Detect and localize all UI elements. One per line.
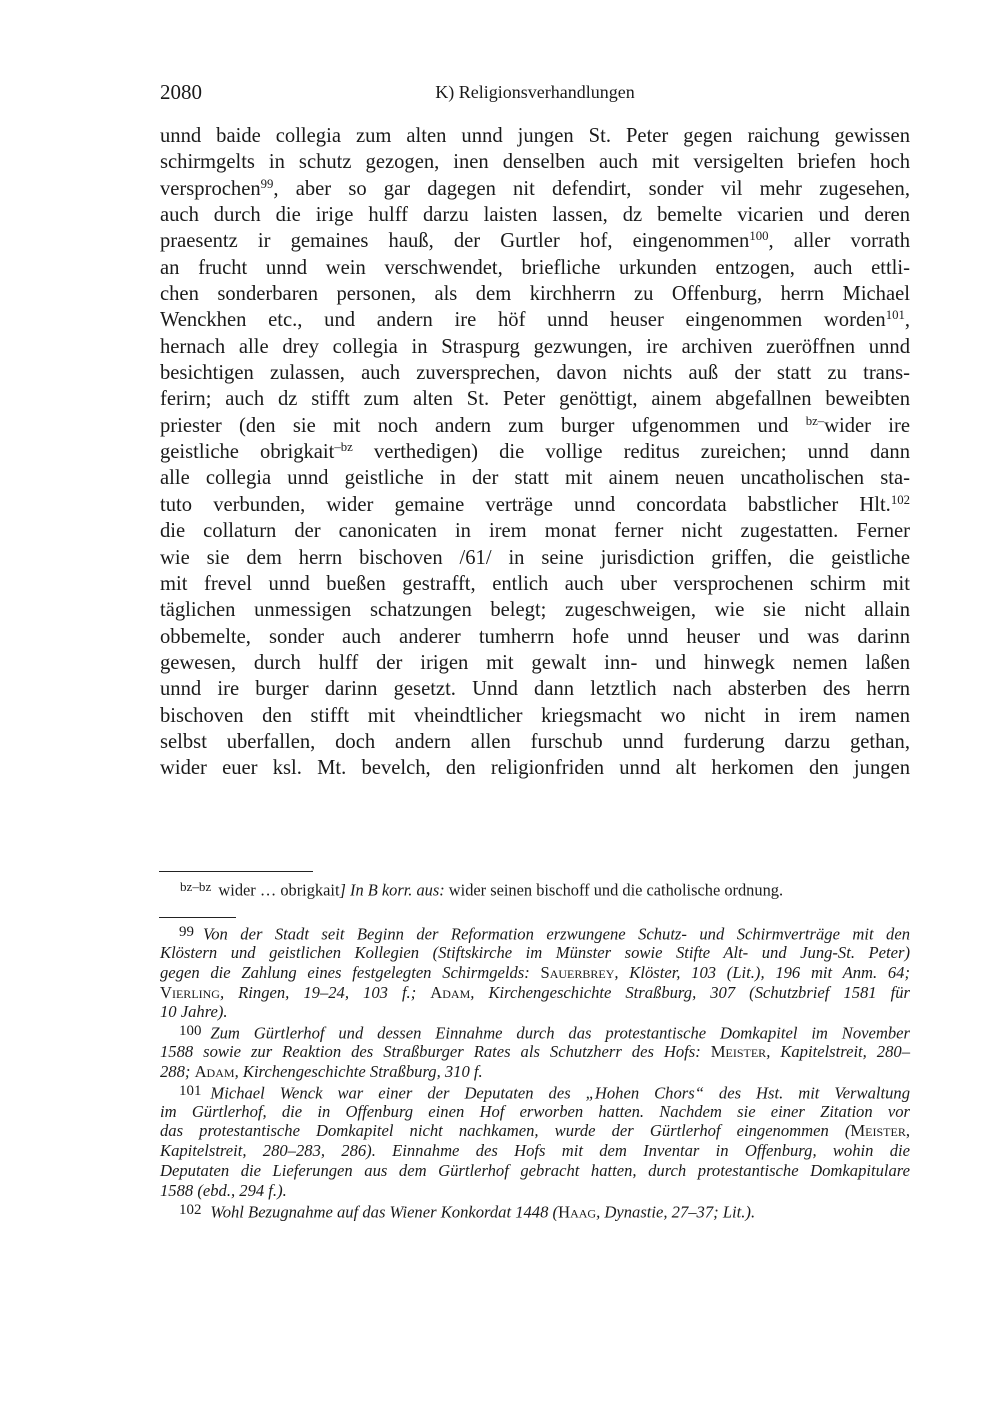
footnote-line: gegen die Zahlung eines festgelegten Schirmgelds: Sauerbrey, Klöster, 103 (Lit.), 196 mit Anm. 64; <box>160 962 910 982</box>
footnote-reference: 102 <box>890 492 910 507</box>
text-line: versprochen$^{99}$, aber so gar dagegen nit defendirt, sonder vil mehr zugesehen, <box>160 176 910 200</box>
footnote-number: 99 <box>179 924 194 940</box>
text-line: priester (den sie mit noch andern zum burger ufgenommen und $^{bz-}$wider ire <box>160 413 910 437</box>
footnote-line: im Gürtlerhof, die in Offenburg einen Hof erworben hatten. Nachdem sie einer Zitation vor <box>160 1101 910 1121</box>
text-line: gewesen, durch hulff der irigen mit gewalt inn- und hinwegk nemen laßen <box>160 651 910 674</box>
critical-apparatus <box>160 876 910 902</box>
text-line: chen sonderbaren personen, als dem kirchherrn zu Offenburg, herrn Michael <box>160 283 910 306</box>
footnote-99 <box>160 923 910 1022</box>
text-line: hernach alle drey collegia in Straspurg gezwungen, ire archiven zueröffnen unnd <box>160 335 910 358</box>
text-line: an frucht unnd wein verschwendet, briefliche urkunden entzogen, auch ettli- <box>160 256 910 279</box>
footnote-101 <box>160 1082 910 1201</box>
text-line: täglichen unmessigen schatzungen belegt; zugeschweigen, wie sie nicht allain <box>160 599 910 622</box>
footnote-line: Kapitelstreit, 280–283, 286). Einnahme des Hofs mit dem Inventar in Offenburg, wohin die <box>160 1141 910 1161</box>
footnote-line: 99 Von der Stadt seit Beginn der Reformation erzwungene Schutz- und Schirmverträge mit den <box>179 924 910 944</box>
apparatus-bracket: ] <box>339 880 346 900</box>
footnote-reference: bz– <box>805 413 825 428</box>
footnote-line: 10 Jahre). <box>160 1002 228 1022</box>
text-line: unnd ire burger darinn gesetzt. Unnd dann letztlich nach absterben des herrn <box>160 678 910 701</box>
footnote-line: Klöstern und geistlichen Kollegien (Stiftskirche im Münster sowie Stifte Alt- und Jung-St. Peter) <box>160 942 910 962</box>
footnote-line: Deputaten die Lieferungen aus dem Gürtlerhof gebracht hatten, durch protestantische Domkapitulare <box>160 1161 910 1181</box>
main-text-body <box>160 123 910 782</box>
apparatus-mark: bz–bz <box>180 879 212 894</box>
footnote-line: 288; Adam, Kirchengeschichte Straßburg, 310 f. <box>160 1061 483 1081</box>
footnotes <box>160 923 910 1221</box>
footnote-line: 1588 (ebd., 294 f.). <box>160 1180 287 1200</box>
footnote-line: das protestantische Domkapitel nicht nachkamen, wurde der Gürtlerhof eingenommen (Meister, <box>160 1121 910 1141</box>
footnote-reference: 101 <box>885 308 905 323</box>
footnote-number: 101 <box>179 1082 202 1099</box>
text-line: Wenckhen etc., und andern ire höf unnd heuser eingenommen worden$^{101}$, <box>160 308 910 332</box>
text-line: obbemelte, sonder auch anderer tumherrn hofe unnd heuser und was darinn <box>160 625 910 648</box>
apparatus-separator-rule <box>159 871 313 872</box>
text-line: schirmgelts in schutz gezogen, inen denselben auch mit versigelten briefen hoch <box>160 151 910 174</box>
text-line: mit frevel unnd bueßen gestrafft, entlich auch uber versprochenen schirm mit <box>160 572 910 595</box>
text-line: wider euer ksl. Mt. bevelch, den religionfriden unnd alt herkomen den jungen <box>160 757 910 780</box>
footnote-reference: 100 <box>749 229 769 244</box>
text-line: unnd baide collegia zum alten unnd jungen St. Peter gegen raichung gewissen <box>160 125 910 147</box>
footnote-line: 102 Wohl Bezugnahme auf das Wiener Konkordat 1448 (Haag, Dynastie, 27–37; Lit.). <box>179 1201 756 1222</box>
footnote-number: 102 <box>179 1201 202 1218</box>
section-title: K) Religionsverhandlungen <box>435 82 635 102</box>
footnote-reference: –bz <box>334 440 353 455</box>
footnote-reference: 99 <box>260 176 274 191</box>
running-head <box>160 80 910 106</box>
footnote-separator-rule <box>159 917 236 918</box>
text-line: wie sie dem herrn bischoven /61/ in seine jurisdiction griffen, die geistliche <box>160 546 910 569</box>
page-number: 2080 <box>160 80 202 104</box>
text-line: selbst uberfallen, doch andern allen furschub unnd furderung darzu gethan, <box>160 730 910 753</box>
footnote-102 <box>160 1201 910 1221</box>
text-line: auch durch die irige hulff darzu laisten lassen, dz bemelte vicarien und deren <box>160 204 910 227</box>
apparatus-note-label: In B korr. aus: <box>345 880 445 900</box>
text-line: bischoven den stifft mit vheindtlicher kriegsmacht wo nicht in irem namen <box>160 704 910 727</box>
footnote-line: 100 Zum Gürtlerhof und dessen Einnahme durch das protestantische Domkapitel im November <box>179 1023 910 1043</box>
text-line: die collaturn der canonicaten in irem monat ferner nicht zugestatten. Ferner <box>160 520 910 543</box>
footnote-line: 1588 sowie zur Reaktion des Straßburger Rates als Schutzherr des Hofs: Meister, Kapitelstreit, 280– <box>160 1042 910 1062</box>
text-line: praesentz ir gemaines hauß, der Gurtler hof, eingenommen$^{100}$, aller vorrath <box>160 229 910 253</box>
text-line: ferirn; auch dz stifft zum alten St. Peter genöttigt, ainem abgefallnen beweibten <box>160 388 910 411</box>
text-line: tuto verbunden, wider gemaine verträge unnd concordata babstlicher Hlt.$^{102}$ <box>160 492 910 516</box>
apparatus-lemma: wider … obrigkait <box>218 880 340 900</box>
text-line: geistliche obrigkait$^{-bz}$ verthedigen) die vollige reditus zureichen; unnd dann <box>160 440 910 464</box>
footnote-line: Vierling, Ringen, 19–24, 103 f.; Adam, Kirchengeschichte Straßburg, 307 (Schutzbrief 1581 für <box>160 982 910 1002</box>
footnote-number: 100 <box>179 1023 202 1040</box>
text-line: besichtigen zulassen, auch zuversprechen, davon nichts auß der statt zu trans- <box>160 362 910 385</box>
footnote-100 <box>160 1022 910 1082</box>
text-line: alle collegia unnd geistliche in der statt mit ainem neuen uncatholischen sta- <box>160 467 910 490</box>
apparatus-reading: wider seinen bischoff und die catholische ordnung. <box>444 880 784 900</box>
footnote-line: 101 Michael Wenck war einer der Deputaten des „Hohen Chors“ des Hst. mit Verwaltung <box>179 1082 910 1103</box>
